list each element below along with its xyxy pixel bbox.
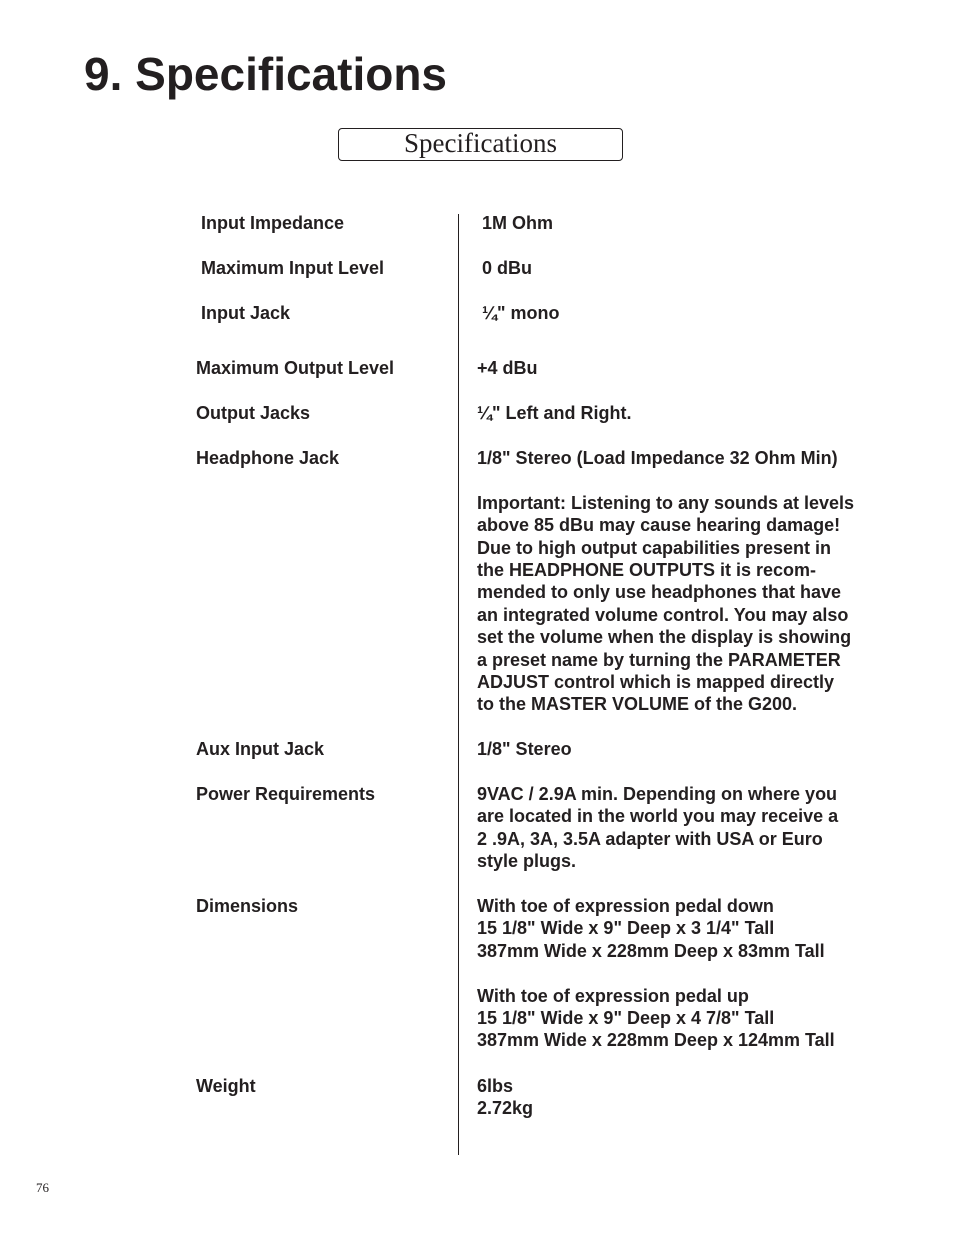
spec-value-line: 2.72kg	[477, 1098, 534, 1119]
spec-label-dimensions: Dimensions	[196, 896, 299, 916]
spec-value-maximum-output-level: +4 dBu	[477, 358, 538, 378]
spec-value-line: are located in the world you may receive a	[477, 806, 839, 827]
spec-value-line	[477, 469, 854, 491]
spec-value-line: 387mm Wide x 228mm Deep x 83mm Tall	[477, 940, 825, 961]
spec-label-input-jack: Input Jack	[201, 303, 291, 323]
spec-label-aux-input-jack: Aux Input Jack	[196, 739, 325, 759]
spec-label-weight: Weight	[196, 1076, 256, 1096]
spec-value-line: above 85 dBu may cause hearing damage!	[477, 515, 841, 536]
spec-value-maximum-input-level: 0 dBu	[482, 258, 533, 278]
spec-value-headphone-jack	[477, 447, 854, 716]
spec-label-maximum-input-level: Maximum Input Level	[201, 258, 385, 278]
page-title: 9. Specifications	[84, 48, 448, 100]
spec-value-power-requirements	[477, 783, 838, 873]
spec-value-line: an integrated volume control. You may also	[477, 604, 849, 625]
spec-value-line: set the volume when the display is showing	[477, 627, 852, 648]
spec-value-line: the HEADPHONE OUTPUTS it is recom-	[477, 560, 817, 581]
spec-value-line: 387mm Wide x 228mm Deep x 124mm Tall	[477, 1030, 835, 1051]
spec-value-line: Due to high output capabilities present in	[477, 537, 832, 558]
section-title-box	[338, 128, 623, 161]
spec-value-line: 2 .9A, 3A, 3.5A adapter with USA or Euro	[477, 828, 823, 849]
spec-label-input-impedance: Input Impedance	[201, 213, 345, 233]
section-title: Specifications	[404, 128, 557, 158]
spec-label-maximum-output-level: Maximum Output Level	[196, 358, 395, 378]
column-divider	[458, 214, 459, 1155]
page-number: 76	[36, 1180, 49, 1195]
spec-value-line: mended to only use headphones that have	[477, 582, 842, 603]
spec-value-output-jacks: ¼" Left and Right.	[477, 403, 632, 423]
spec-value-line: With toe of expression pedal up	[477, 985, 749, 1006]
spec-value-line	[477, 962, 835, 984]
spec-value-line: 15 1/8" Wide x 9" Deep x 4 7/8" Tall	[477, 1008, 775, 1029]
spec-value-line: 15 1/8" Wide x 9" Deep x 3 1/4" Tall	[477, 918, 775, 939]
spec-value-input-jack: ¼" mono	[482, 303, 560, 323]
spec-value-line: ADJUST control which is mapped directly	[477, 672, 835, 693]
spec-value-aux-input-jack: 1/8" Stereo	[477, 739, 572, 759]
spec-value-weight	[477, 1075, 533, 1120]
spec-value-line: 1/8" Stereo (Load Impedance 32 Ohm Min)	[477, 448, 838, 468]
spec-value-line: a preset name by turning the PARAMETER	[477, 649, 841, 670]
spec-value-line: to the MASTER VOLUME of the G200.	[477, 694, 798, 715]
spec-label-output-jacks: Output Jacks	[196, 403, 311, 423]
spec-label-headphone-jack: Headphone Jack	[196, 448, 340, 468]
spec-value-line: 6lbs	[477, 1076, 514, 1096]
spec-value-dimensions	[477, 895, 835, 1052]
spec-label-power-requirements: Power Requirements	[196, 784, 376, 804]
spec-value-line: With toe of expression pedal down	[477, 896, 774, 916]
spec-value-line: style plugs.	[477, 851, 577, 872]
spec-value-line: Important: Listening to any sounds at levels	[477, 492, 855, 513]
spec-value-line: 9VAC / 2.9A min. Depending on where you	[477, 784, 838, 804]
spec-value-input-impedance: 1M Ohm	[482, 213, 554, 233]
